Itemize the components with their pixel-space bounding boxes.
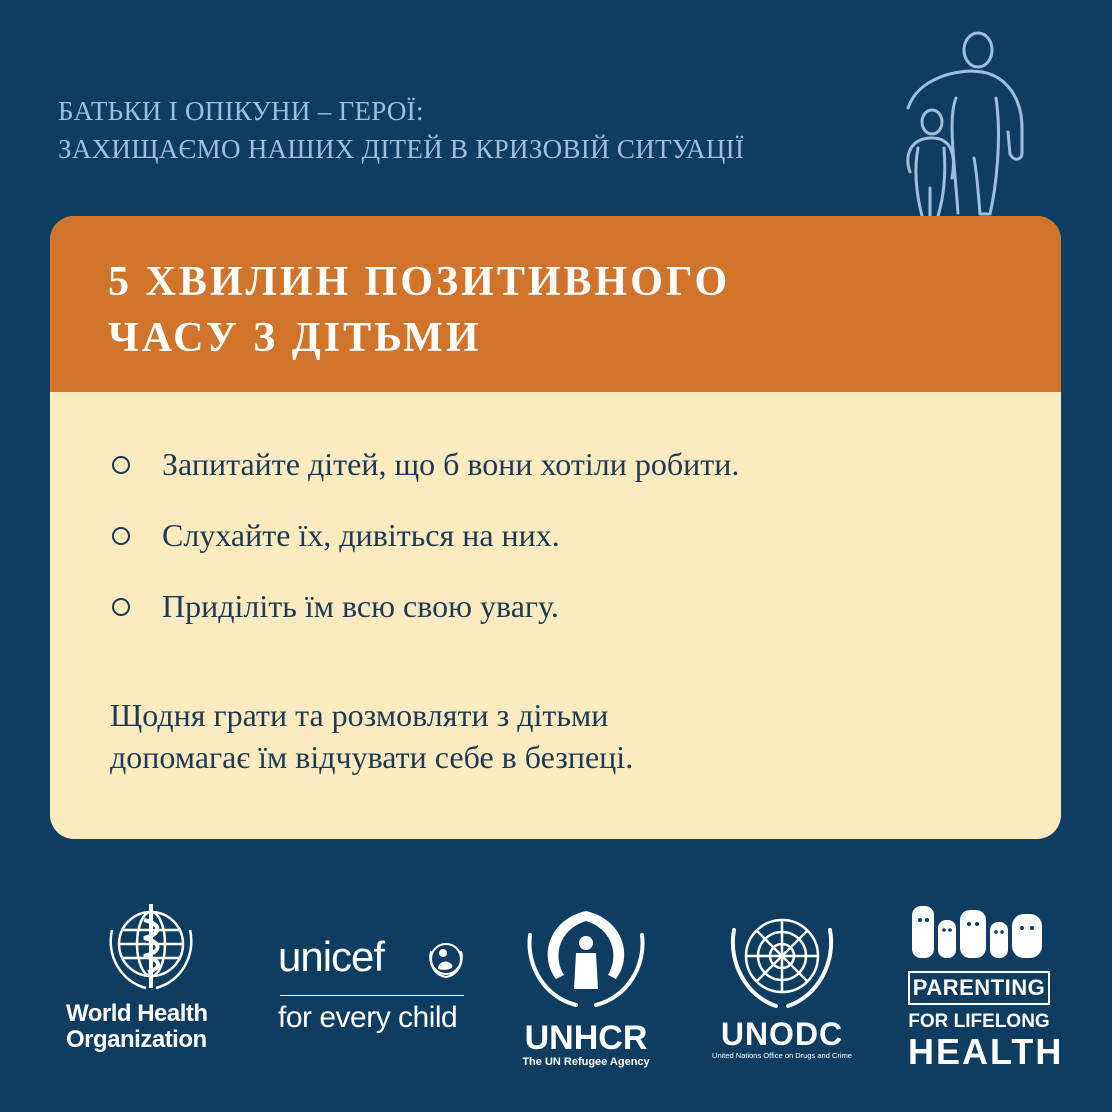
who-name-line-1: World Health: [66, 1000, 208, 1027]
list-item-text: Слухайте їх, дивіться на них.: [162, 517, 560, 553]
tip-card: [50, 216, 1061, 839]
unicef-tagline: for every child: [278, 1001, 458, 1034]
unicef-wordmark: unicef: [278, 933, 385, 980]
closing-text: [110, 694, 633, 778]
subtitle-line-2: ЗАХИЩАЄМО НАШИХ ДІТЕЙ В КРИЗОВІЙ СИТУАЦІЇ: [58, 134, 745, 164]
list-item-text: Приділіть їм всю свою увагу.: [162, 588, 559, 624]
plh-logo: [908, 904, 1064, 1072]
who-name-line-2: Organization: [66, 1026, 207, 1053]
who-logo: [66, 900, 236, 1053]
plh-line-2: FOR LIFELONG: [908, 1011, 1050, 1032]
card-title: [108, 254, 1061, 366]
plh-characters-icon: [908, 904, 1050, 964]
card-header: [50, 216, 1061, 392]
unhcr-name: UNHCR: [524, 1019, 648, 1057]
who-emblem-icon: [96, 900, 206, 996]
unodc-name: UNODC: [720, 1016, 844, 1052]
closing-line-1: Щодня грати та розмовляти з дітьми: [110, 697, 609, 733]
circle-bullet-icon: [112, 527, 130, 545]
card-title-line-1: 5 ХВИЛИН ПОЗИТИВНОГО: [108, 259, 731, 305]
card-title-line-2: ЧАСУ З ДІТЬМИ: [108, 315, 482, 361]
unicef-emblem-icon: [426, 939, 466, 979]
subtitle-line-1: БАТЬКИ І ОПІКУНИ – ГЕРОЇ:: [58, 96, 424, 126]
plh-line-1: PARENTING: [908, 971, 1050, 1005]
unodc-logo: [694, 906, 870, 1060]
list-item-text: Запитайте дітей, що б вони хотіли робити.: [162, 446, 740, 482]
unhcr-emblem-icon: [520, 905, 652, 1015]
unhcr-logo: [520, 905, 652, 1068]
circle-bullet-icon: [112, 598, 130, 616]
page-subtitle: [58, 92, 744, 168]
unicef-divider: [280, 995, 464, 996]
unicef-logo: [278, 935, 468, 1035]
circle-bullet-icon: [112, 456, 130, 474]
closing-line-2: допомагає їм відчувати себе в безпеці.: [110, 739, 634, 775]
plh-line-3: HEALTH: [908, 1031, 1064, 1072]
parent-child-icon: [898, 28, 1038, 218]
unodc-tagline: United Nations Office on Drugs and Crime: [712, 1051, 852, 1060]
un-emblem-icon: [720, 906, 844, 1012]
unhcr-tagline: The UN Refugee Agency: [522, 1056, 650, 1068]
